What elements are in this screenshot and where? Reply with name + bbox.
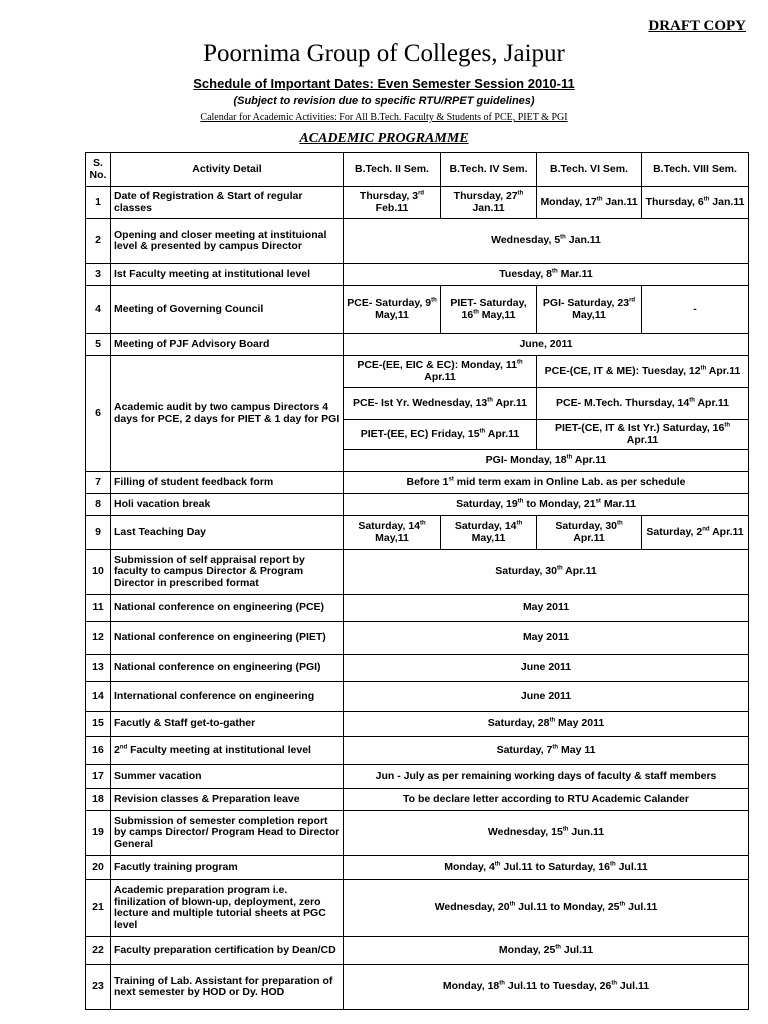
header-sem2: B.Tech. II Sem. [344,153,441,187]
date-cell: Wednesday, 5th Jan.11 [344,219,749,264]
row-number: 19 [86,811,111,856]
activity-cell: Ist Faculty meeting at institutional level [111,264,344,286]
audit-cell: PCE-(EE, EIC & EC): Monday, 11th Apr.11 [344,356,537,388]
table-row [86,219,749,264]
activity-cell: Submission of semester completion report by camps Director/ Program Head to Director General [111,811,344,856]
schedule-title: Schedule of Important Dates: Even Semester Session 2010-11 [193,76,575,91]
draft-copy-label: DRAFT COPY [648,18,746,34]
programme-heading: ACADEMIC PROGRAMME [299,131,469,146]
audit-cell: PCE- Ist Yr. Wednesday, 13th Apr.11 [344,388,537,420]
date-cell: PIET- Saturday, 16th May,11 [441,286,537,334]
date-cell: To be declare letter according to RTU Academic Calander [344,789,749,811]
table-row [86,682,749,712]
row-number: 23 [86,965,111,1010]
activity-cell: National conference on engineering (PCE) [111,595,344,622]
activity-cell: Opening and closer meeting at instituional level & presented by campus Director [111,219,344,264]
row-number: 14 [86,682,111,712]
date-cell: Saturday, 14th May,11 [441,516,537,550]
activity-cell: Last Teaching Day [111,516,344,550]
row-number: 21 [86,880,111,937]
audit-cell: PGI- Monday, 18th Apr.11 [344,450,749,472]
calendar-note: Calendar for Academic Activities: For All B.Tech. Faculty & Students of PCE, PIET & PGI [200,112,568,123]
date-cell: Thursday, 27th Jan.11 [441,187,537,219]
row-number: 4 [86,286,111,334]
activity-cell: Date of Registration & Start of regular classes [111,187,344,219]
table-row [86,765,749,789]
activity-cell: Holi vacation break [111,494,344,516]
header-sem4: B.Tech. IV Sem. [441,153,537,187]
date-cell: Saturday, 7th May 11 [344,737,749,765]
table-row [86,856,749,880]
activity-cell: National conference on engineering (PIET) [111,622,344,655]
table-row [86,712,749,737]
table-row [86,516,749,550]
row-number: 2 [86,219,111,264]
row-number: 6 [86,356,111,472]
audit-cell: PIET-(EE, EC) Friday, 15th Apr.11 [344,420,537,450]
activity-cell: Academic preparation program i.e. finilization of blown-up, deployment, zero lecture and multiple tutorial sheets at PGC level [111,880,344,937]
date-cell: Saturday, 30th Apr.11 [537,516,642,550]
row-number: 11 [86,595,111,622]
table-row [86,286,749,334]
activity-cell: Summer vacation [111,765,344,789]
table-row [86,655,749,682]
header-sno: S. No. [86,153,111,187]
row-number: 18 [86,789,111,811]
date-cell: June, 2011 [344,334,749,356]
activity-cell: Submission of self appraisal report by faculty to campus Director & Program Director in prescribed format [111,550,344,595]
activity-cell: Faculty preparation certification by Dean/CD [111,937,344,965]
table-row [86,937,749,965]
date-cell: Saturday, 30th Apr.11 [344,550,749,595]
row-number: 8 [86,494,111,516]
row-number: 9 [86,516,111,550]
header-sem6: B.Tech. VI Sem. [537,153,642,187]
date-cell: Wednesday, 15th Jun.11 [344,811,749,856]
row-number: 16 [86,737,111,765]
row-number: 3 [86,264,111,286]
activity-cell: Academic audit by two campus Directors 4 days for PCE, 2 days for PIET & 1 day for PGI [111,356,344,472]
date-cell: - [642,286,749,334]
date-cell: May 2011 [344,622,749,655]
table-row [86,789,749,811]
date-cell: Monday, 18th Jul.11 to Tuesday, 26th Jul.11 [344,965,749,1010]
row-number: 12 [86,622,111,655]
table-row [86,187,749,219]
row-number: 10 [86,550,111,595]
row-number: 15 [86,712,111,737]
row-number: 5 [86,334,111,356]
row-number: 17 [86,765,111,789]
activity-cell: Training of Lab. Assistant for preparation of next semester by HOD or Dy. HOD [111,965,344,1010]
date-cell: Jun - July as per remaining working days of faculty & staff members [344,765,749,789]
row-number: 13 [86,655,111,682]
schedule-table [85,152,749,1010]
activity-cell: 2nd Faculty meeting at institutional level [111,737,344,765]
table-row [86,356,749,388]
audit-cell: PCE- M.Tech. Thursday, 14th Apr.11 [537,388,749,420]
date-cell: Monday, 17th Jan.11 [537,187,642,219]
table-row [86,334,749,356]
date-cell: PGI- Saturday, 23rd May,11 [537,286,642,334]
date-cell: June 2011 [344,655,749,682]
date-cell: Thursday, 3rd Feb.11 [344,187,441,219]
activity-cell: Meeting of Governing Council [111,286,344,334]
activity-cell: Filling of student feedback form [111,472,344,494]
table-row [86,880,749,937]
date-cell: Monday, 4th Jul.11 to Saturday, 16th Jul.11 [344,856,749,880]
date-cell: Before 1st mid term exam in Online Lab. as per schedule [344,472,749,494]
date-cell: Saturday, 28th May 2011 [344,712,749,737]
table-row [86,595,749,622]
row-number: 22 [86,937,111,965]
audit-cell: PCE-(CE, IT & ME): Tuesday, 12th Apr.11 [537,356,749,388]
row-number: 20 [86,856,111,880]
activity-cell: Meeting of PJF Advisory Board [111,334,344,356]
activity-cell: International conference on engineering [111,682,344,712]
activity-cell: Revision classes & Preparation leave [111,789,344,811]
table-row [86,811,749,856]
date-cell: Saturday, 19th to Monday, 21st Mar.11 [344,494,749,516]
table-row [86,737,749,765]
table-row [86,494,749,516]
activity-cell: Facutly training program [111,856,344,880]
table-row [86,264,749,286]
date-cell: Thursday, 6th Jan.11 [642,187,749,219]
date-cell: May 2011 [344,595,749,622]
date-cell: June 2011 [344,682,749,712]
activity-cell: National conference on engineering (PGI) [111,655,344,682]
row-number: 1 [86,187,111,219]
date-cell: Wednesday, 20th Jul.11 to Monday, 25th Jul.11 [344,880,749,937]
date-cell: PCE- Saturday, 9th May,11 [344,286,441,334]
date-cell: Saturday, 14th May,11 [344,516,441,550]
college-title: Poornima Group of Colleges, Jaipur [203,40,565,67]
table-row [86,622,749,655]
table-row [86,550,749,595]
activity-cell: Facutly & Staff get-to-gather [111,712,344,737]
table-row [86,472,749,494]
date-cell: Monday, 25th Jul.11 [344,937,749,965]
header-activity: Activity Detail [111,153,344,187]
date-cell: Tuesday, 8th Mar.11 [344,264,749,286]
table-header-row [86,153,749,187]
date-cell: Saturday, 2nd Apr.11 [642,516,749,550]
header-sem8: B.Tech. VIII Sem. [642,153,749,187]
row-number: 7 [86,472,111,494]
audit-cell: PIET-(CE, IT & Ist Yr.) Saturday, 16th Apr.11 [537,420,749,450]
table-row [86,965,749,1010]
subject-note: (Subject to revision due to specific RTU/RPET guidelines) [233,95,535,107]
